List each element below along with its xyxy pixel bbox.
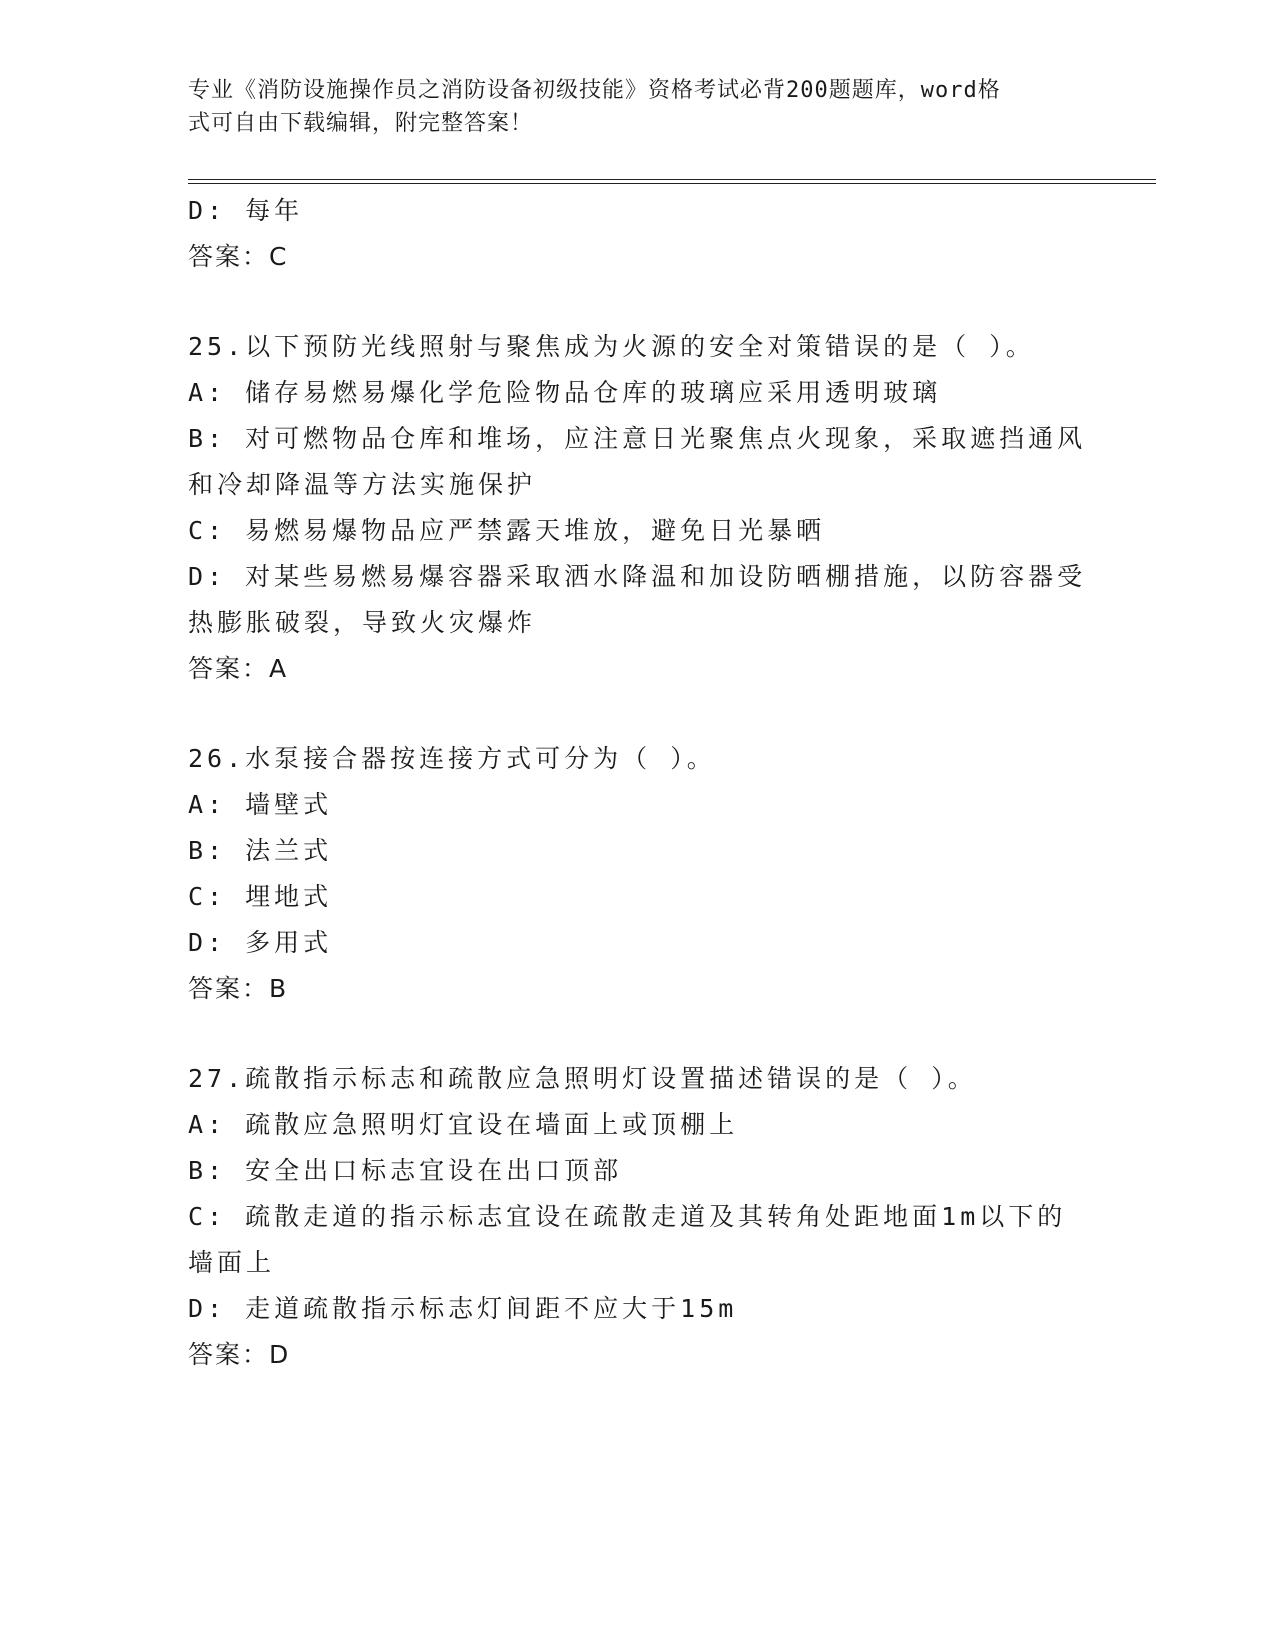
- option-b: B: 安全出口标志宜设在出口顶部: [188, 1156, 623, 1185]
- option-c-line-2: 墙面上: [188, 1248, 276, 1277]
- option-c-line-1: C: 疏散走道的指示标志宜设在疏散走道及其转角处距地面1m以下的: [188, 1202, 1067, 1231]
- spacer: [188, 692, 1088, 736]
- question-27: [188, 1056, 1088, 1378]
- page-header: [188, 74, 1088, 140]
- option-b-line-2: 和冷却降温等方法实施保护: [188, 470, 537, 499]
- document-body: [188, 188, 1088, 1378]
- option-d: D: 走道疏散指示标志灯间距不应大于15m: [188, 1294, 738, 1323]
- option-b-line-1: B: 对可燃物品仓库和堆场，应注意日光聚焦点火现象，采取遮挡通风: [188, 424, 1087, 453]
- option-a: A: 墙壁式: [188, 790, 333, 819]
- question-26: [188, 736, 1088, 1012]
- option-c: C: 埋地式: [188, 882, 333, 911]
- option-c: C: 易燃易爆物品应严禁露天堆放，避免日光暴晒: [188, 516, 826, 545]
- option-d-line-1: D: 对某些易燃易爆容器采取洒水降温和加设防晒棚措施，以防容器受: [188, 562, 1087, 591]
- option-a: A: 储存易燃易爆化学危险物品仓库的玻璃应采用透明玻璃: [188, 378, 942, 407]
- header-line-1: 专业《消防设施操作员之消防设备初级技能》资格考试必背200题题库，word格: [188, 78, 1001, 103]
- question-25: [188, 324, 1088, 692]
- spacer: [188, 1012, 1088, 1056]
- option-b: B: 法兰式: [188, 836, 333, 865]
- previous-question-tail: [188, 188, 1088, 280]
- header-divider: [188, 179, 1156, 184]
- spacer: [188, 280, 1088, 324]
- option-a: A: 疏散应急照明灯宜设在墙面上或顶棚上: [188, 1110, 739, 1139]
- question-stem: 27.疏散指示标志和疏散应急照明灯设置描述错误的是（ ）。: [188, 1064, 977, 1093]
- option-d-line-2: 热膨胀破裂，导致火灾爆炸: [188, 608, 537, 637]
- option-d: D: 多用式: [188, 928, 333, 957]
- answer-line: 答案：D: [188, 1340, 291, 1369]
- header-line-2: 式可自由下载编辑，附完整答案！: [188, 111, 534, 136]
- question-stem: 26.水泵接合器按连接方式可分为（ ）。: [188, 744, 716, 773]
- answer-line: 答案：C: [188, 242, 289, 271]
- answer-line: 答案：A: [188, 654, 289, 683]
- option-d: D: 每年: [188, 196, 304, 225]
- answer-line: 答案：B: [188, 974, 289, 1003]
- question-stem: 25.以下预防光线照射与聚焦成为火源的安全对策错误的是（ ）。: [188, 332, 1035, 361]
